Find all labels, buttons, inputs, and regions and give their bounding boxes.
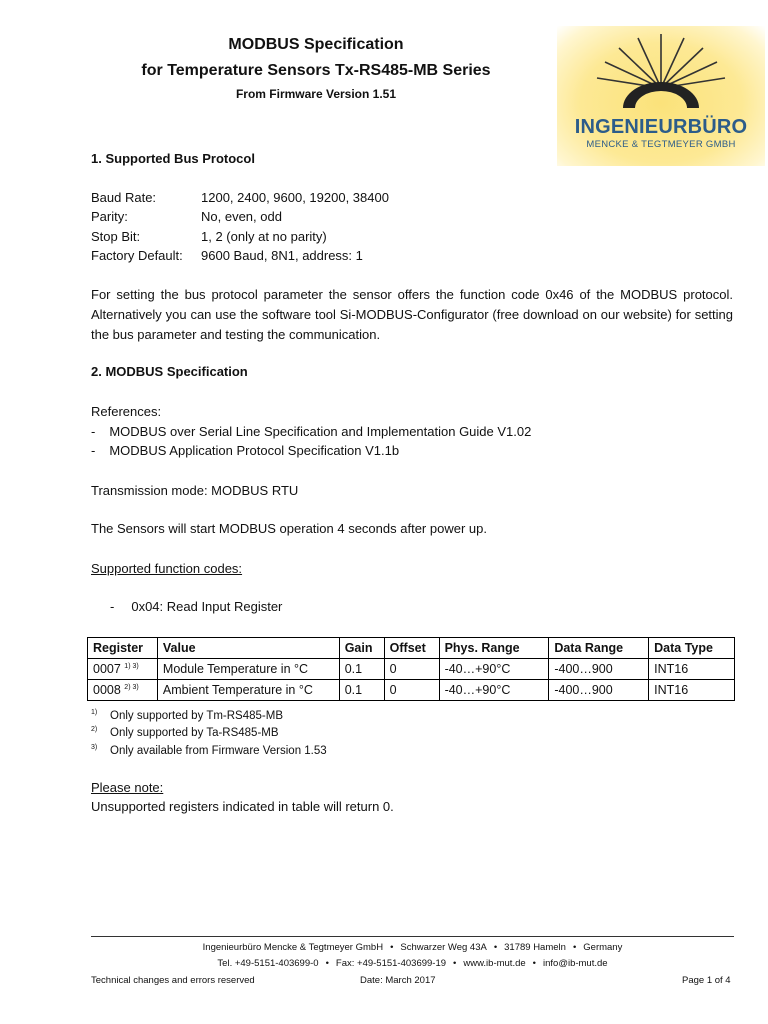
separator: • — [453, 958, 457, 969]
website-link[interactable]: www.ib-mut.de — [463, 958, 526, 969]
footnote-mark: 3) — [91, 744, 98, 751]
register-number: 0008 — [93, 683, 121, 697]
footnote — [91, 741, 327, 758]
data-range-cell: -400…900 — [549, 680, 649, 701]
column-header: Value — [157, 638, 339, 659]
gain-cell: 0.1 — [339, 659, 384, 680]
reference-text: MODBUS Application Protocol Specification V1.1b — [109, 443, 400, 458]
please-note-label: Please note: — [91, 780, 164, 795]
baud-rate-value: 1200, 2400, 9600, 19200, 38400 — [201, 190, 389, 205]
city: 31789 Hameln — [504, 942, 566, 953]
footnote-ref: 2) 3) — [124, 684, 139, 691]
column-header: Gain — [339, 638, 384, 659]
offset-cell: 0 — [384, 680, 439, 701]
page-number: Page 1 of 4 — [682, 975, 731, 986]
data-type-cell: INT16 — [649, 659, 735, 680]
footnote-text: Only available from Firmware Version 1.53 — [110, 745, 327, 757]
street: Schwarzer Weg 43A — [400, 942, 487, 953]
fax: Fax: +49-5151-403699-19 — [335, 958, 447, 969]
baud-rate-label: Baud Rate: — [91, 190, 157, 205]
footnote-text: Only supported by Ta-RS485-MB — [110, 727, 279, 739]
section-2-heading: 2. MODBUS Specification — [91, 364, 248, 379]
separator: • — [325, 958, 329, 969]
column-header: Data Type — [649, 638, 735, 659]
column-header: Offset — [384, 638, 439, 659]
factory-default-label: Factory Default: — [91, 248, 183, 263]
section-1-heading: 1. Supported Bus Protocol — [91, 151, 255, 166]
separator: • — [493, 942, 498, 953]
footnote-mark: 1) — [91, 709, 98, 716]
gain-cell: 0.1 — [339, 680, 384, 701]
footer-disclaimer: Technical changes and errors reserved — [91, 975, 255, 986]
logo-subtitle: MENCKE & TEGTMEYER GMBH — [586, 139, 736, 150]
stop-bit-label: Stop Bit: — [91, 229, 141, 244]
register-cell — [88, 680, 158, 701]
email-link[interactable]: info@ib-mut.de — [543, 958, 608, 969]
footer-divider — [91, 936, 734, 937]
data-type-cell: INT16 — [649, 680, 735, 701]
transmission-mode: Transmission mode: MODBUS RTU — [91, 483, 299, 498]
company-logo — [557, 26, 765, 166]
phone: Tel. +49-5151-403699-0 — [217, 958, 319, 969]
footer-address — [91, 942, 734, 953]
register-table — [87, 637, 735, 701]
firmware-version: From Firmware Version 1.51 — [235, 87, 397, 101]
reference-item: - MODBUS over Serial Line Specification and Implementation Guide V1.02 — [91, 424, 532, 439]
footnote — [91, 706, 283, 723]
reference-text: MODBUS over Serial Line Specification and Implementation Guide V1.02 — [109, 424, 532, 439]
please-note-text: Unsupported registers indicated in table will return 0. — [91, 799, 394, 814]
offset-cell: 0 — [384, 659, 439, 680]
phys-range-cell: -40…+90°C — [439, 680, 549, 701]
logo-name: INGENIEURBÜRO — [574, 116, 748, 138]
function-code-item: - 0x04: Read Input Register — [110, 599, 283, 614]
reference-item: - MODBUS Application Protocol Specification V1.1b — [91, 443, 400, 458]
value-cell: Ambient Temperature in °C — [157, 680, 339, 701]
table-row — [88, 659, 735, 680]
supported-function-codes-label: Supported function codes: — [91, 561, 243, 576]
references-label: References: — [91, 404, 162, 419]
phys-range-cell: -40…+90°C — [439, 659, 549, 680]
register-cell — [88, 659, 158, 680]
company-name: Ingenieurbüro Mencke & Tegtmeyer GmbH — [202, 942, 384, 953]
footer-date: Date: March 2017 — [360, 975, 436, 986]
country: Germany — [583, 942, 623, 953]
startup-note: The Sensors will start MODBUS operation 4 seconds after power up. — [91, 521, 487, 536]
column-header: Data Range — [549, 638, 649, 659]
footer-contact — [91, 958, 734, 969]
footnote — [91, 723, 279, 740]
footnote-ref: 1) 3) — [124, 663, 139, 670]
table-header-row — [88, 638, 735, 659]
value-cell: Module Temperature in °C — [157, 659, 339, 680]
document-title: MODBUS Specification — [228, 36, 404, 53]
footnote-text: Only supported by Tm-RS485-MB — [110, 710, 283, 722]
stop-bit-value: 1, 2 (only at no parity) — [201, 229, 327, 244]
separator: • — [572, 942, 577, 953]
register-number: 0007 — [93, 662, 121, 676]
factory-default-value: 9600 Baud, 8N1, address: 1 — [201, 248, 363, 263]
document-subtitle: for Temperature Sensors Tx-RS485-MB Series — [141, 62, 491, 79]
parity-value: No, even, odd — [201, 209, 282, 224]
separator: • — [390, 942, 394, 953]
function-code-text: 0x04: Read Input Register — [131, 599, 283, 614]
column-header: Phys. Range — [439, 638, 549, 659]
data-range-cell: -400…900 — [549, 659, 649, 680]
parity-label: Parity: — [91, 209, 128, 224]
bus-protocol-paragraph: For setting the bus protocol parameter the sensor offers the function code 0x46 of the MODBUS protocol. Alternatively you can use the software tool Si-MODBUS-Configurator (free download on our website) for setting the bus parameter and testing the communication. — [91, 287, 733, 342]
table-row — [88, 680, 735, 701]
footnote-mark: 2) — [91, 726, 98, 733]
separator: • — [532, 958, 536, 969]
column-header: Register — [88, 638, 158, 659]
